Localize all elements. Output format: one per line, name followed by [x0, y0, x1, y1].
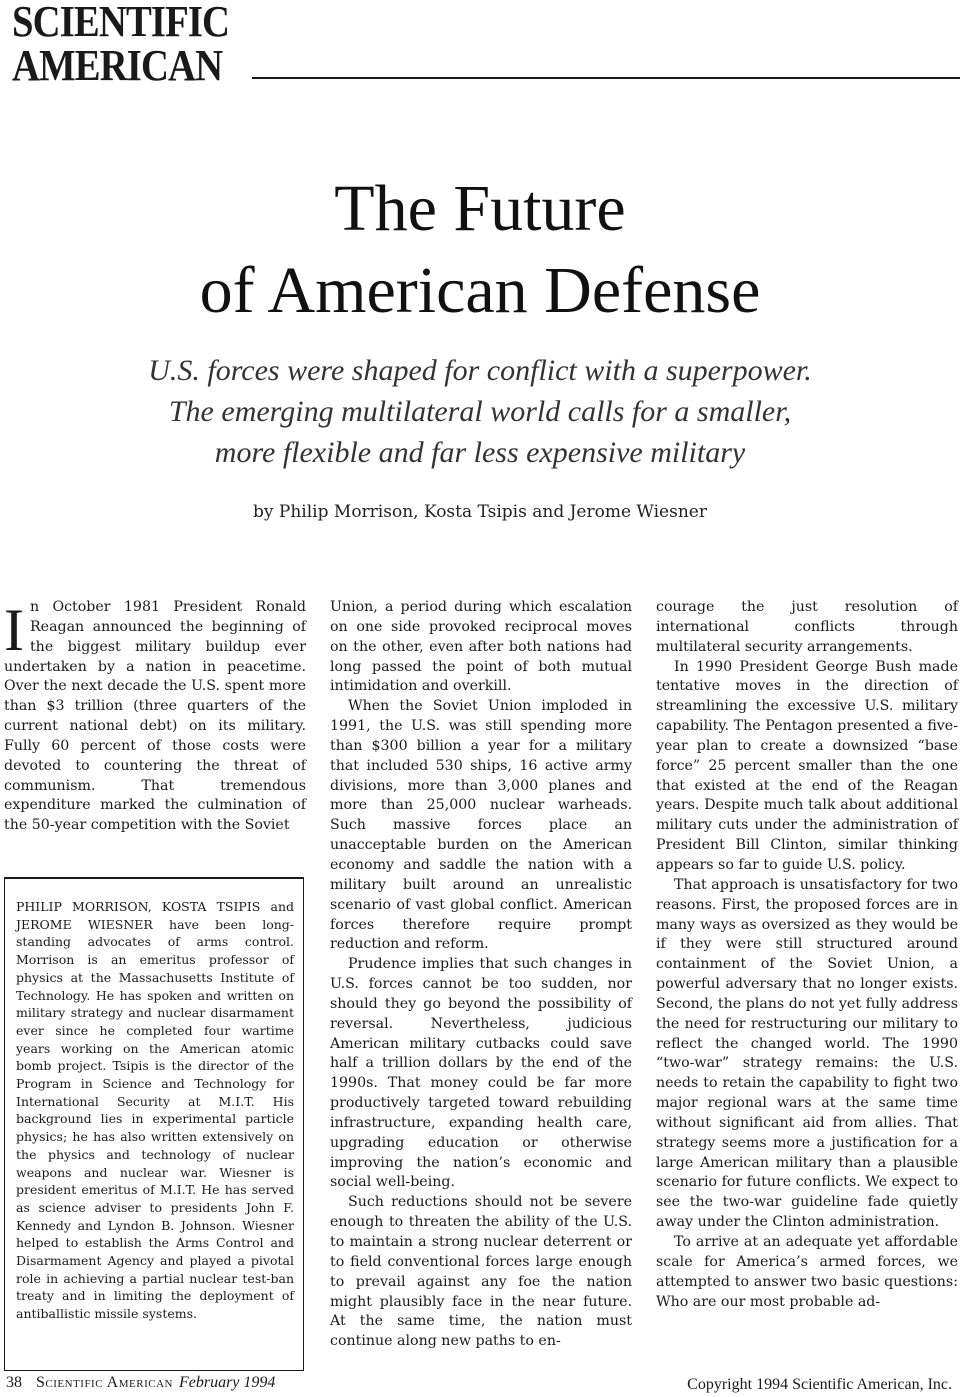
deck-line-3: more flexible and far less expensive military — [214, 436, 746, 469]
header-rule — [252, 77, 960, 79]
page-number: 38 — [6, 1374, 22, 1391]
masthead-line-2: AMERICAN — [12, 41, 223, 90]
footer-magazine-name: Scientific American — [36, 1374, 173, 1391]
column-1-text: n October 1981 President Ronald Reagan announced the beginning of the biggest military buildup ever undertaken by a nation in peacetime. Over the next decade the U.S. spent more than $3 trillion (three quarters of the current national debt) on its military. Fully 60 percent of those costs were devoted to countering the threat of communism. That tremendous expenditure marked the culmination of the 50-year competition with the Soviet — [4, 599, 306, 834]
byline: by Philip Morrison, Kosta Tsipis and Jerome Wiesner — [253, 502, 707, 522]
masthead-line-1: SCIENTIFIC — [12, 0, 230, 46]
title-line-2: of American Defense — [199, 254, 761, 327]
deck-line-2: The emerging multilateral world calls for a smaller, — [168, 395, 792, 428]
column-3-paragraph-4: To arrive at an adequate yet affordable scale for America’s armed forces, we attempted to answer two basic questions: Who are our most probable ad- — [656, 1234, 958, 1310]
column-2-paragraph-1: Union, a period during which escalation on one side provoked reciprocal moves on the other, even after both nations had long passed the point of both mutual intimidation and overkill. — [330, 599, 632, 695]
article-deck — [0, 350, 960, 473]
author-bio-text: PHILIP MORRISON, KOSTA TSIPIS and JEROME WIESNER have been long-standing advocates of arms control. Morrison is an emeritus professor of physics at the Massachusetts Institute of Technology. He has spoken and written on military strategy and nuclear disarmament ever since he completed four wartime years working on the American atomic bomb project. Tsipis is the director of the Program in Science and Technology for International Security at M.I.T. His background lies in experimental particle physics; he has also written extensively on the physics and technology of nuclear weapons and nuclear war. Wiesner is president emeritus of M.I.T. He has served as science adviser to presidents John F. Kennedy and Lyndon B. Johnson. Wiesner helped to establish the Arms Control and Disarmament Agency and played a pivotal role in achieving a partial nuclear test-ban treaty and in limiting the deployment of antiballistic missile systems. — [16, 899, 294, 1322]
column-2 — [330, 598, 632, 1352]
deck-line-1: U.S. forces were shaped for conflict with a superpower. — [148, 354, 812, 387]
title-line-1: The Future — [334, 172, 626, 245]
column-1 — [4, 598, 306, 836]
column-1-paragraph-1 — [4, 598, 306, 836]
column-2-paragraph-4: Such reductions should not be severe enough to threaten the ability of the U.S. to maintain a strong nuclear deterrent or to field conventional forces large enough to prevail against any foe the nation might plausibly face in the near future. At the same time, the nation must continue along new paths to en- — [330, 1194, 632, 1350]
copyright-notice: Copyright 1994 Scientific American, Inc. — [687, 1376, 952, 1393]
article-title — [0, 168, 960, 332]
column-3-paragraph-3: That approach is unsatisfactory for two reasons. First, the proposed forces are in many ways as oversized as they would be if they were still structured around containment of the Soviet Union, a powerful adversary that no longer exists. Second, the plans do not yet fully address the need for restructuring our military to reflect the changed world. The 1990 “two-war” strategy remains: the U.S. needs to retain the capability to fight two major regional wars at the same time without significant aid from allies. That strategy seems more a justification for a large American military than a plausible scenario for future conflicts. We expect to see the two-war guideline fade quietly away under the Clinton administration. — [656, 876, 958, 1231]
footer-folio — [6, 1374, 275, 1392]
column-3-paragraph-1: courage the just resolution of international conflicts through multilateral security arrangements. — [656, 599, 958, 655]
column-3-paragraph-2: In 1990 President George Bush made tentative moves in the direction of streamlining the excessive U.S. military capability. The Pentagon presented a five-year plan to create a downsized “base force” 25 percent smaller than the one that existed at the end of the Reagan years. Despite much talk about additional military cuts under the administration of President Bill Clinton, similar thinking appears so far to guide U.S. policy. — [656, 658, 958, 873]
footer-issue-date: February 1994 — [178, 1374, 276, 1391]
column-3 — [656, 598, 958, 1312]
masthead-logo — [12, 0, 229, 88]
column-2-paragraph-3: Prudence implies that such changes in U.S. forces cannot be too sudden, nor should they go beyond the possibility of reversal. Nevertheless, judicious American military cutbacks could save half a trillion dollars by the end of the 1990s. That money could be far more productively targeted toward rebuilding infrastructure, expanding health care, upgrading education or otherwise improving the nation’s economic and social well-being. — [330, 956, 632, 1191]
drop-cap: I — [4, 597, 24, 663]
column-2-paragraph-2: When the Soviet Union imploded in 1991, the U.S. was still spending more than $300 billion a year for a military that included 530 ships, 16 active army divisions, more than 3,000 planes and more than 25,000 nuclear warheads. Such massive forces place an unacceptable burden on the American economy and saddle the nation with a military built around an unrealistic scenario of vast global conflict. American forces therefore require prompt reduction and reform. — [330, 698, 632, 953]
